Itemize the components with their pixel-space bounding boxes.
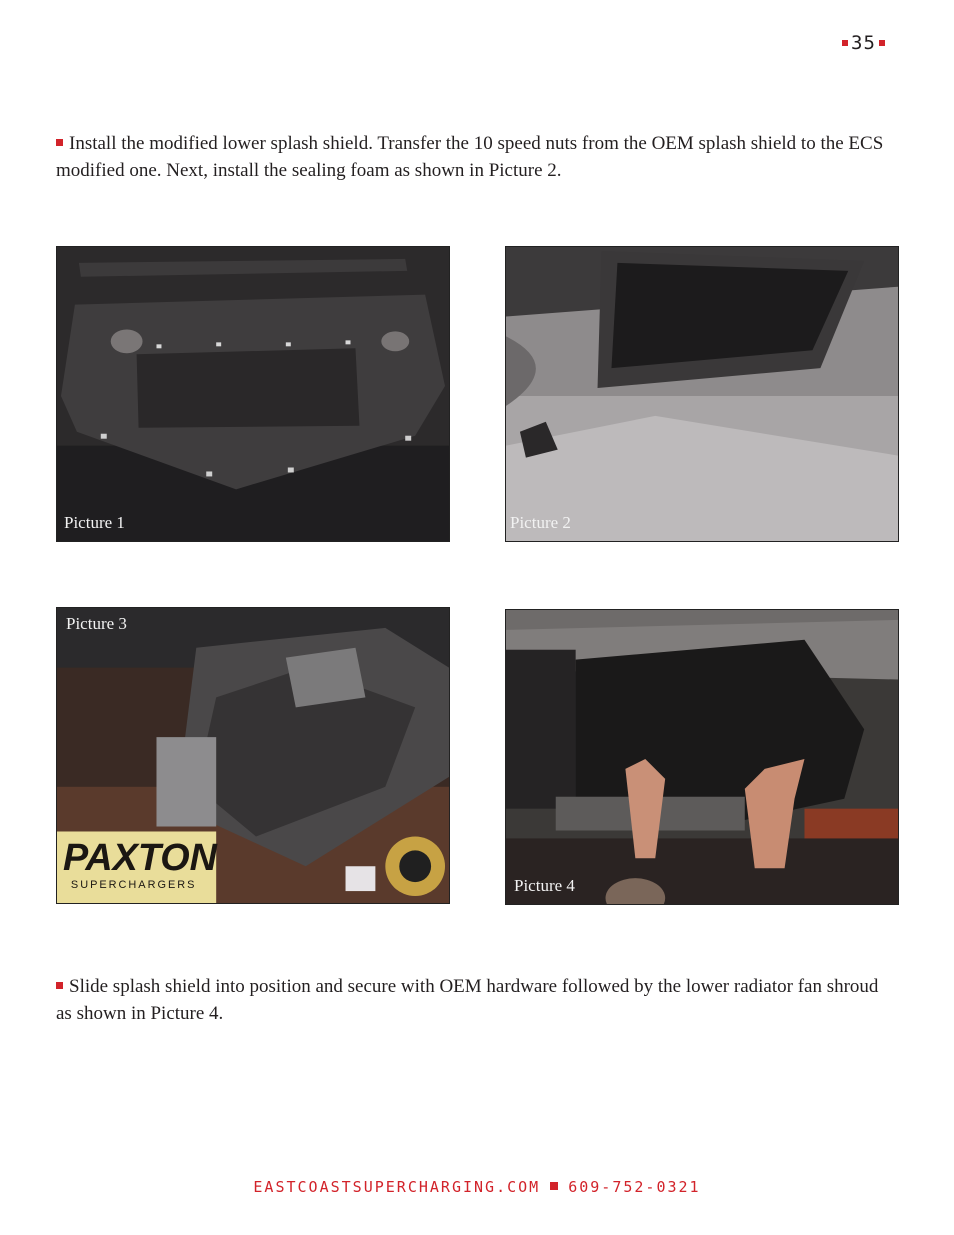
photo-4-caption: Picture 4 — [514, 876, 575, 895]
splash-shield-photo — [57, 247, 449, 541]
sealing-foam-photo — [506, 247, 898, 541]
photo-1 — [56, 246, 450, 542]
photo-3-caption: Picture 3 — [66, 614, 127, 633]
instruction-text-1: Install the modified lower splash shield. Transfer the 10 speed nuts from the OEM splash shield to the ECS modified one. Next, install the sealing foam as shown in Picture 2. — [56, 133, 884, 181]
footer — [0, 1178, 954, 1196]
page-number-text: 35 — [851, 32, 876, 54]
splash-shield-mounting-photo — [506, 610, 898, 904]
bullet-square-icon — [56, 139, 63, 146]
instruction-paragraph-1 — [56, 130, 896, 184]
page-number — [842, 34, 885, 52]
footer-website[interactable]: EASTCOASTSUPERCHARGING.COM — [253, 1178, 541, 1196]
footer-phone[interactable]: 609-752-0321 — [568, 1178, 701, 1196]
instruction-text-2: Slide splash shield into position and secure with OEM hardware followed by the lower radiator fan shroud as shown in Picture 4. — [56, 976, 879, 1024]
bullet-square-icon — [879, 40, 885, 46]
bullet-square-icon — [56, 982, 63, 989]
bullet-square-icon — [550, 1182, 558, 1190]
paxton-sign-text: PAXTON — [62, 837, 217, 880]
paxton-sign-subtext: SUPERCHARGERS — [70, 879, 197, 892]
instruction-paragraph-2 — [56, 973, 896, 1027]
photo-3 — [56, 607, 450, 904]
photo-4 — [505, 609, 899, 905]
photo-2 — [505, 246, 899, 542]
bullet-square-icon — [842, 40, 848, 46]
splash-shield-installed-photo — [57, 608, 449, 903]
photo-1-caption: Picture 1 — [64, 513, 125, 532]
photo-2-caption: Picture 2 — [510, 513, 571, 532]
